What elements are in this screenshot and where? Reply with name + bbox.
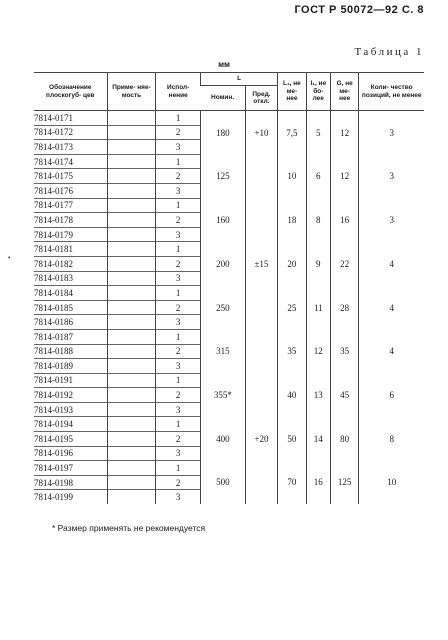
col-application: Приме- няе- мость xyxy=(107,73,156,111)
table-row xyxy=(34,111,424,126)
L1-cell: 35 xyxy=(278,329,306,373)
L1-cell: 50 xyxy=(278,417,306,461)
col-L-dev: Пред. откл. xyxy=(245,86,278,111)
length-nominal-cell: 400 xyxy=(201,417,246,461)
table-row xyxy=(34,417,424,432)
application-cell xyxy=(107,286,156,301)
application-cell xyxy=(107,125,156,140)
length-nominal-cell: 315 xyxy=(201,329,246,373)
l1-cell: 16 xyxy=(306,461,330,504)
designation-cell: 7814-0177 xyxy=(34,198,107,213)
table-row xyxy=(34,329,424,344)
designation-cell: 7814-0174 xyxy=(34,154,107,169)
variant-cell: 2 xyxy=(156,256,201,271)
application-cell xyxy=(107,227,156,242)
table-row xyxy=(34,198,424,213)
length-nominal-cell: 160 xyxy=(201,198,246,242)
designation-cell: 7814-0184 xyxy=(34,286,107,301)
G-cell: 45 xyxy=(330,373,358,417)
positions-cell: 6 xyxy=(359,373,424,417)
L1-cell: 18 xyxy=(278,198,306,242)
positions-cell: 4 xyxy=(359,242,424,286)
variant-cell: 2 xyxy=(156,432,201,447)
designation-cell: 7814-0199 xyxy=(34,490,107,504)
variant-cell: 3 xyxy=(156,227,201,242)
col-G: G, не ме- нее xyxy=(330,73,358,111)
designation-cell: 7814-0175 xyxy=(34,169,107,184)
designation-cell: 7814-0181 xyxy=(34,242,107,257)
variant-cell: 3 xyxy=(156,271,201,286)
application-cell xyxy=(107,475,156,490)
variant-cell: 1 xyxy=(156,417,201,432)
variant-cell: 1 xyxy=(156,329,201,344)
application-cell xyxy=(107,373,156,388)
length-nominal-cell: 355* xyxy=(201,373,246,417)
designation-cell: 7814-0195 xyxy=(34,432,107,447)
G-cell: 12 xyxy=(330,154,358,198)
length-nominal-cell: 500 xyxy=(201,461,246,504)
application-cell xyxy=(107,169,156,184)
designation-cell: 7814-0179 xyxy=(34,227,107,242)
G-cell: 80 xyxy=(330,417,358,461)
designation-cell: 7814-0191 xyxy=(34,373,107,388)
positions-cell: 3 xyxy=(359,111,424,155)
length-nominal-cell: 125 xyxy=(201,154,246,198)
L1-cell: 10 xyxy=(278,154,306,198)
application-cell xyxy=(107,300,156,315)
variant-cell: 2 xyxy=(156,475,201,490)
positions-cell: 8 xyxy=(359,417,424,461)
variant-cell: 1 xyxy=(156,461,201,476)
variant-cell: 2 xyxy=(156,169,201,184)
length-nominal-cell: 250 xyxy=(201,286,246,330)
col-designation: Обозначение плоскогуб- цев xyxy=(34,73,107,111)
application-cell xyxy=(107,344,156,359)
application-cell xyxy=(107,402,156,417)
variant-cell: 2 xyxy=(156,300,201,315)
length-deviation-cell: ±15 xyxy=(245,154,278,373)
application-cell xyxy=(107,183,156,198)
designation-cell: 7814-0173 xyxy=(34,140,107,155)
application-cell xyxy=(107,417,156,432)
designation-cell: 7814-0194 xyxy=(34,417,107,432)
L1-cell: 25 xyxy=(278,286,306,330)
application-cell xyxy=(107,315,156,330)
designation-cell: 7814-0178 xyxy=(34,213,107,228)
designation-cell: 7814-0187 xyxy=(34,329,107,344)
application-cell xyxy=(107,446,156,461)
col-l1: l₁, не бо- лее xyxy=(306,73,330,111)
application-cell xyxy=(107,432,156,447)
G-cell: 12 xyxy=(330,111,358,155)
l1-cell: 8 xyxy=(306,198,330,242)
l1-cell: 14 xyxy=(306,417,330,461)
designation-cell: 7814-0185 xyxy=(34,300,107,315)
margin-mark: • xyxy=(8,254,11,262)
table-row xyxy=(34,286,424,301)
table-caption: Таблица 1 xyxy=(354,46,424,58)
l1-cell: 9 xyxy=(306,242,330,286)
positions-cell: 3 xyxy=(359,154,424,198)
designation-cell: 7814-0198 xyxy=(34,475,107,490)
application-cell xyxy=(107,490,156,504)
variant-cell: 2 xyxy=(156,213,201,228)
spec-table xyxy=(34,72,424,504)
col-variant: Испол- нение xyxy=(156,73,201,111)
positions-cell: 3 xyxy=(359,198,424,242)
variant-cell: 3 xyxy=(156,490,201,504)
designation-cell: 7814-0197 xyxy=(34,461,107,476)
variant-cell: 1 xyxy=(156,242,201,257)
variant-cell: 1 xyxy=(156,198,201,213)
designation-cell: 7814-0182 xyxy=(34,256,107,271)
designation-cell: 7814-0176 xyxy=(34,183,107,198)
table-row xyxy=(34,242,424,257)
table-row xyxy=(34,373,424,388)
application-cell xyxy=(107,154,156,169)
application-cell xyxy=(107,329,156,344)
L1-cell: 40 xyxy=(278,373,306,417)
footnote: * Размер применять не рекомендуется xyxy=(52,523,206,533)
application-cell xyxy=(107,140,156,155)
G-cell: 16 xyxy=(330,198,358,242)
positions-cell: 4 xyxy=(359,286,424,330)
L1-cell: 7,5 xyxy=(278,111,306,155)
L1-cell: 70 xyxy=(278,461,306,504)
length-deviation-cell: +10 xyxy=(245,111,278,155)
l1-cell: 12 xyxy=(306,329,330,373)
designation-cell: 7814-0193 xyxy=(34,402,107,417)
variant-cell: 1 xyxy=(156,154,201,169)
positions-cell: 4 xyxy=(359,329,424,373)
variant-cell: 2 xyxy=(156,388,201,403)
designation-cell: 7814-0189 xyxy=(34,359,107,374)
variant-cell: 1 xyxy=(156,286,201,301)
l1-cell: 6 xyxy=(306,154,330,198)
l1-cell: 11 xyxy=(306,286,330,330)
application-cell xyxy=(107,213,156,228)
application-cell xyxy=(107,256,156,271)
G-cell: 35 xyxy=(330,329,358,373)
variant-cell: 3 xyxy=(156,140,201,155)
col-L-nom: Номин. xyxy=(201,86,246,111)
table-row xyxy=(34,154,424,169)
application-cell xyxy=(107,198,156,213)
L1-cell: 20 xyxy=(278,242,306,286)
application-cell xyxy=(107,111,156,126)
variant-cell: 3 xyxy=(156,183,201,198)
application-cell xyxy=(107,359,156,374)
variant-cell: 2 xyxy=(156,344,201,359)
page-header: ГОСТ Р 50072—92 С. 8 xyxy=(294,4,424,16)
col-L1: L₁, не ме- нее xyxy=(278,73,306,111)
spec-table-body xyxy=(34,111,424,505)
variant-cell: 1 xyxy=(156,111,201,126)
length-nominal-cell: 200 xyxy=(201,242,246,286)
designation-cell: 7814-0171 xyxy=(34,112,73,123)
variant-cell: 3 xyxy=(156,446,201,461)
application-cell xyxy=(107,242,156,257)
l1-cell: 13 xyxy=(306,373,330,417)
length-nominal-cell: 180 xyxy=(201,111,246,155)
designation-cell: 7814-0186 xyxy=(34,315,107,330)
G-cell: 28 xyxy=(330,286,358,330)
positions-cell: 10 xyxy=(359,461,424,504)
G-cell: 125 xyxy=(330,461,358,504)
l1-cell: 5 xyxy=(306,111,330,155)
application-cell xyxy=(107,271,156,286)
variant-cell: 1 xyxy=(156,373,201,388)
col-L-group: L xyxy=(201,73,278,86)
application-cell xyxy=(107,461,156,476)
designation-cell: 7814-0183 xyxy=(34,271,107,286)
length-deviation-cell: +20 xyxy=(245,373,278,504)
unit-label: мм xyxy=(218,60,230,69)
col-positions: Коли- чество позиций, не менее xyxy=(359,73,424,111)
designation-cell: 7814-0172 xyxy=(34,125,107,140)
designation-cell: 7814-0196 xyxy=(34,446,107,461)
table-row xyxy=(34,461,424,476)
designation-cell: 7814-0192 xyxy=(34,388,107,403)
variant-cell: 3 xyxy=(156,315,201,330)
designation-cell: 7814-0188 xyxy=(34,344,107,359)
variant-cell: 3 xyxy=(156,359,201,374)
variant-cell: 2 xyxy=(156,125,201,140)
application-cell xyxy=(107,388,156,403)
G-cell: 22 xyxy=(330,242,358,286)
variant-cell: 3 xyxy=(156,402,201,417)
